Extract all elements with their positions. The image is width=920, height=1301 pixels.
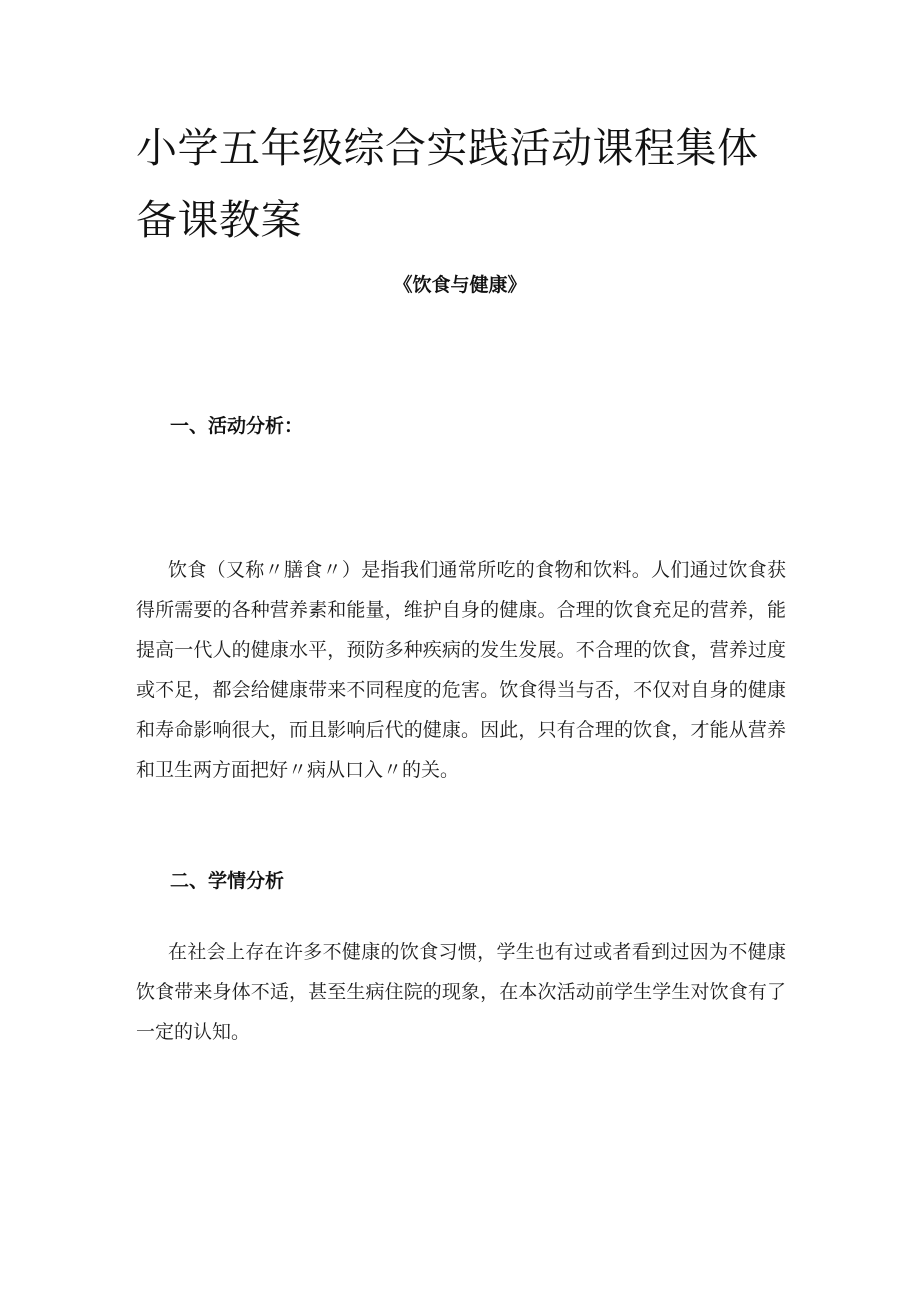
document-title: 小学五年级综合实践活动课程集体备课教案 [136,124,759,244]
section-heading-learning-analysis: 二、学情分析 [170,870,285,892]
document-subtitle: 《饮食与健康》 [393,274,527,296]
section-paragraph-activity-analysis: 饮食（又称〃膳食〃）是指我们通常所吃的食物和饮料。人们通过饮食获得所需要的各种营养素和能量，维护自身的健康。合理的饮食充足的营养，能提高一代人的健康水平，预防多种疾病的发生发展。不合理的饮食，营养过度或不足，都会给健康带来不同程度的危害。饮食得当与否，不仅对自身的健康和寿命影响很大，而且影响后代的健康。因此，只有合理的饮食，才能从营养和卫生两方面把好〃病从口入〃的关。 [136,559,786,781]
section-paragraph-learning-analysis: 在社会上存在许多不健康的饮食习惯，学生也有过或者看到过因为不健康饮食带来身体不适，甚至生病住院的现象，在本次活动前学生学生对饮食有了一定的认知。 [136,941,786,1043]
section-heading-activity-analysis: 一、活动分析： [170,415,304,437]
